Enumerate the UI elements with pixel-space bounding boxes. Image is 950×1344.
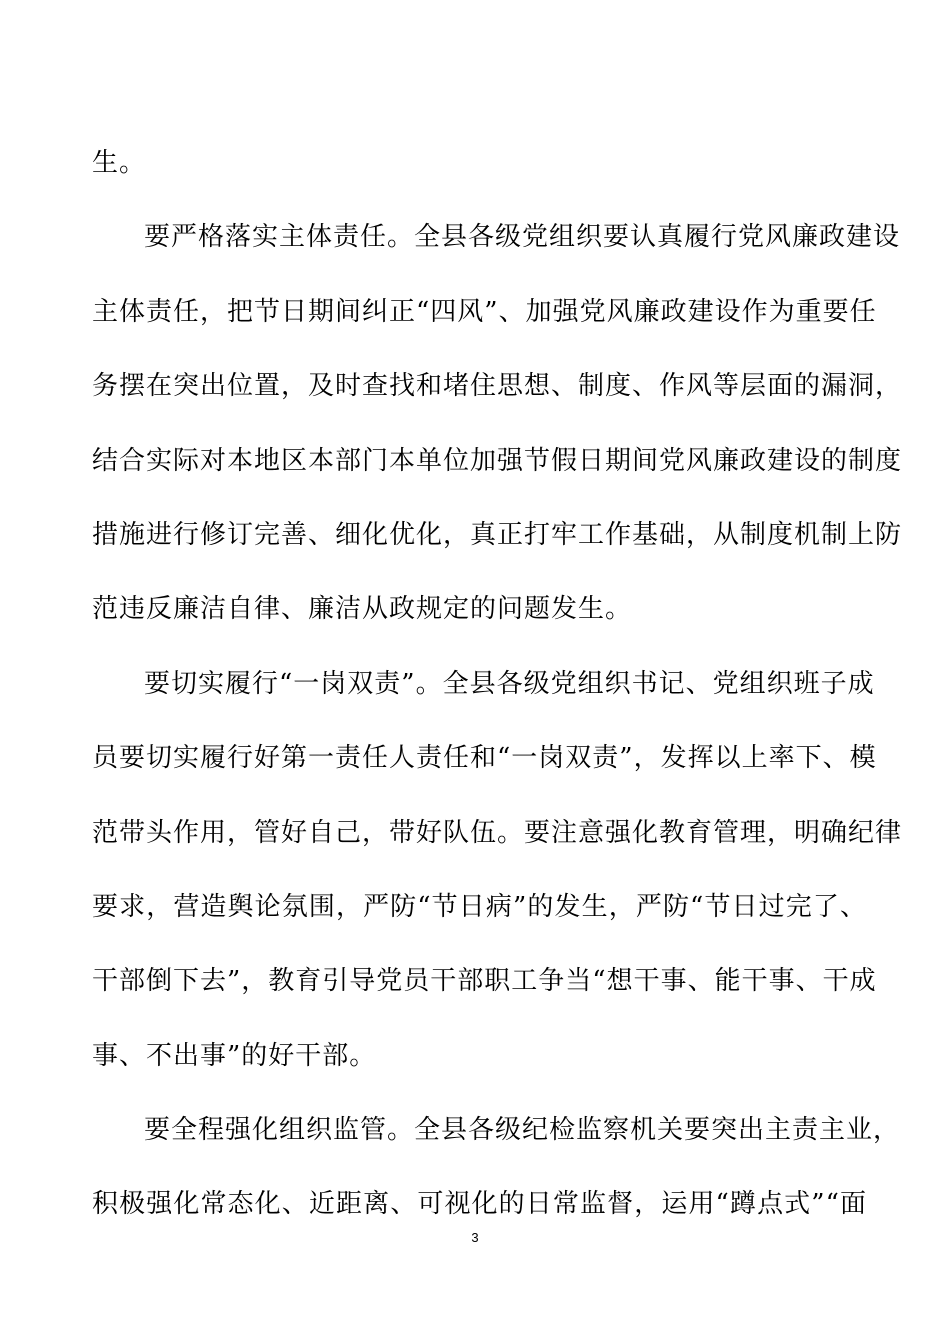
text-line: 务摆在突出位置，及时查找和堵住思想、制度、作风等层面的漏洞， xyxy=(92,371,903,402)
text-line: 范带头作用，管好自己，带好队伍。要注意强化教育管理，明确纪律 xyxy=(92,817,903,848)
text-line: 员要切实履行好第一责任人责任和“一岗双责”，发挥以上率下、模 xyxy=(92,743,877,774)
paragraph-start-line: 要全程强化组织监管。全县各级纪检监察机关要突出主责主业， xyxy=(144,1115,901,1146)
body-text xyxy=(92,126,903,1242)
text-line: 主体责任，把节日期间纠正“四风”、加强党风廉政建设作为重要任 xyxy=(92,296,877,327)
text-line: 积极强化常态化、近距离、可视化的日常监督，运用“蹲点式”“面 xyxy=(92,1189,867,1220)
text-line: 措施进行修订完善、细化优化，真正打牢工作基础，从制度机制上防 xyxy=(92,519,903,550)
text-line: 生。 xyxy=(92,148,147,178)
text-line: 干部倒下去”，教育引导党员干部职工争当“想干事、能干事、干成 xyxy=(92,966,877,997)
paragraph-start-line: 要严格落实主体责任。全县各级党组织要认真履行党风廉政建设 xyxy=(144,222,901,253)
text-line: 范违反廉洁自律、廉洁从政规定的问题发生。 xyxy=(92,594,633,625)
text-line: 要求，营造舆论氛围，严防“节日病”的发生，严防“节日过完了、 xyxy=(92,891,867,922)
paragraph-start-line: 要切实履行“一岗双责”。全县各级党组织书记、党组织班子成 xyxy=(144,668,875,699)
text-line: 事、不出事”的好干部。 xyxy=(92,1040,377,1071)
page-number: 3 xyxy=(471,1230,479,1245)
text-line: 结合实际对本地区本部门本单位加强节假日期间党风廉政建设的制度 xyxy=(92,445,903,476)
